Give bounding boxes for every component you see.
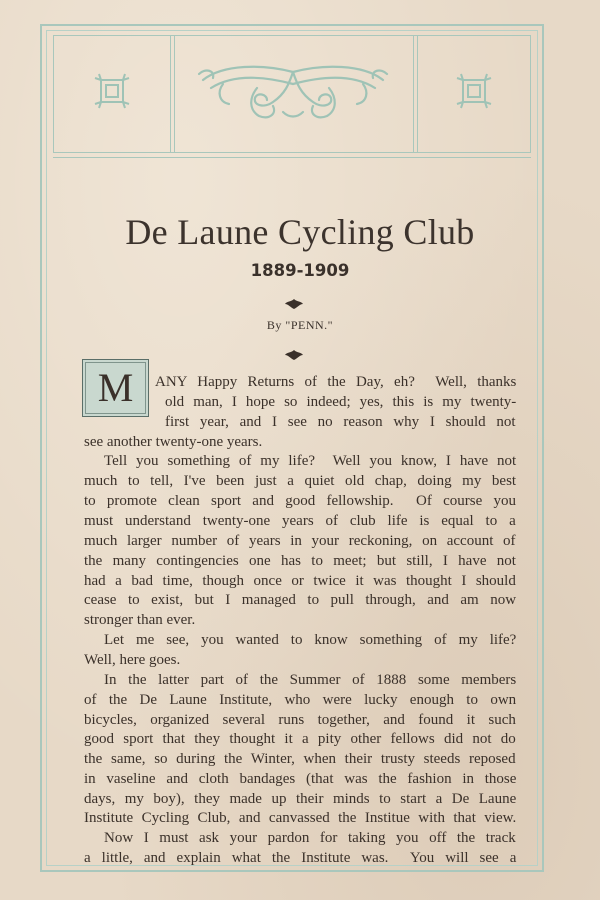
text-line: ANY Happy Returns of the Day, eh? Well, thanks [155,374,517,390]
text-line: the same, so during the Winter, when their trusty steeds reposed [84,751,516,767]
text-line: good sport that they thought it a pity other fellows did not do [84,731,516,747]
square-ornament-right-icon [455,72,493,110]
text-line: In the latter part of the Summer of 1888 some members [104,672,517,688]
text-line: in vaseline and cloth bandages (that was the fashion in those [84,771,517,787]
fleuron-ornament-icon [284,349,304,361]
text-line: much larger number of years in your reckoning, on account of [84,533,516,549]
text-line: had a bad time, though once or twice it was thought I should [84,573,516,589]
header-bottom-rule [53,157,531,158]
header-divider-left [170,35,175,153]
floral-header-ornament-icon [193,58,393,124]
text-line: Let me see, you wanted to know something of my life? [104,632,517,648]
text-line: much to tell, I've been just a quiet old chap, doing my best [84,473,517,489]
header-divider-right [413,35,418,153]
text-line: Now I must ask your pardon for taking you off the track [104,830,516,846]
drop-cap-box [82,359,149,417]
text-line: Well, here goes. [84,652,181,668]
text-line: a little, and explain what the Institute was. You will see a [84,850,517,866]
text-line: to promote clean sport and good fellowship. Of course you [84,493,517,509]
document-title: De Laune Cycling Club [125,212,475,252]
text-line: stronger than ever. [84,612,196,628]
text-line: of the De Laune Institute, who were lucky enough to own [84,692,517,708]
text-line: bicycles, organized several runs together, and found it such [84,712,516,728]
text-line: first year, and I see no reason why I should not [165,414,516,430]
fleuron-ornament-icon [284,298,304,310]
text-line: cease to exist, but I managed to pull through, and am now [84,592,517,608]
text-line: must understand twenty-one years of club life is equal to a [84,513,516,529]
text-line: old man, I hope so indeed; yes, this is my twenty- [165,394,517,410]
text-line: see another twenty-one years. [84,434,263,450]
text-line: days, my boy), they made up their minds to start a De Laune [84,791,517,807]
text-line: Tell you something of my life? Well you know, I have not [104,453,517,469]
drop-cap-letter: M [85,362,146,414]
text-line: Institute Cycling Club, and canvassed the Institue with that view. [84,810,517,826]
text-line: the many contingencies one has to meet; but still, I have not [84,553,516,569]
author-byline: By "PENN." [266,318,334,332]
document-years: 1889-1909 [250,261,350,280]
square-ornament-left-icon [93,72,131,110]
